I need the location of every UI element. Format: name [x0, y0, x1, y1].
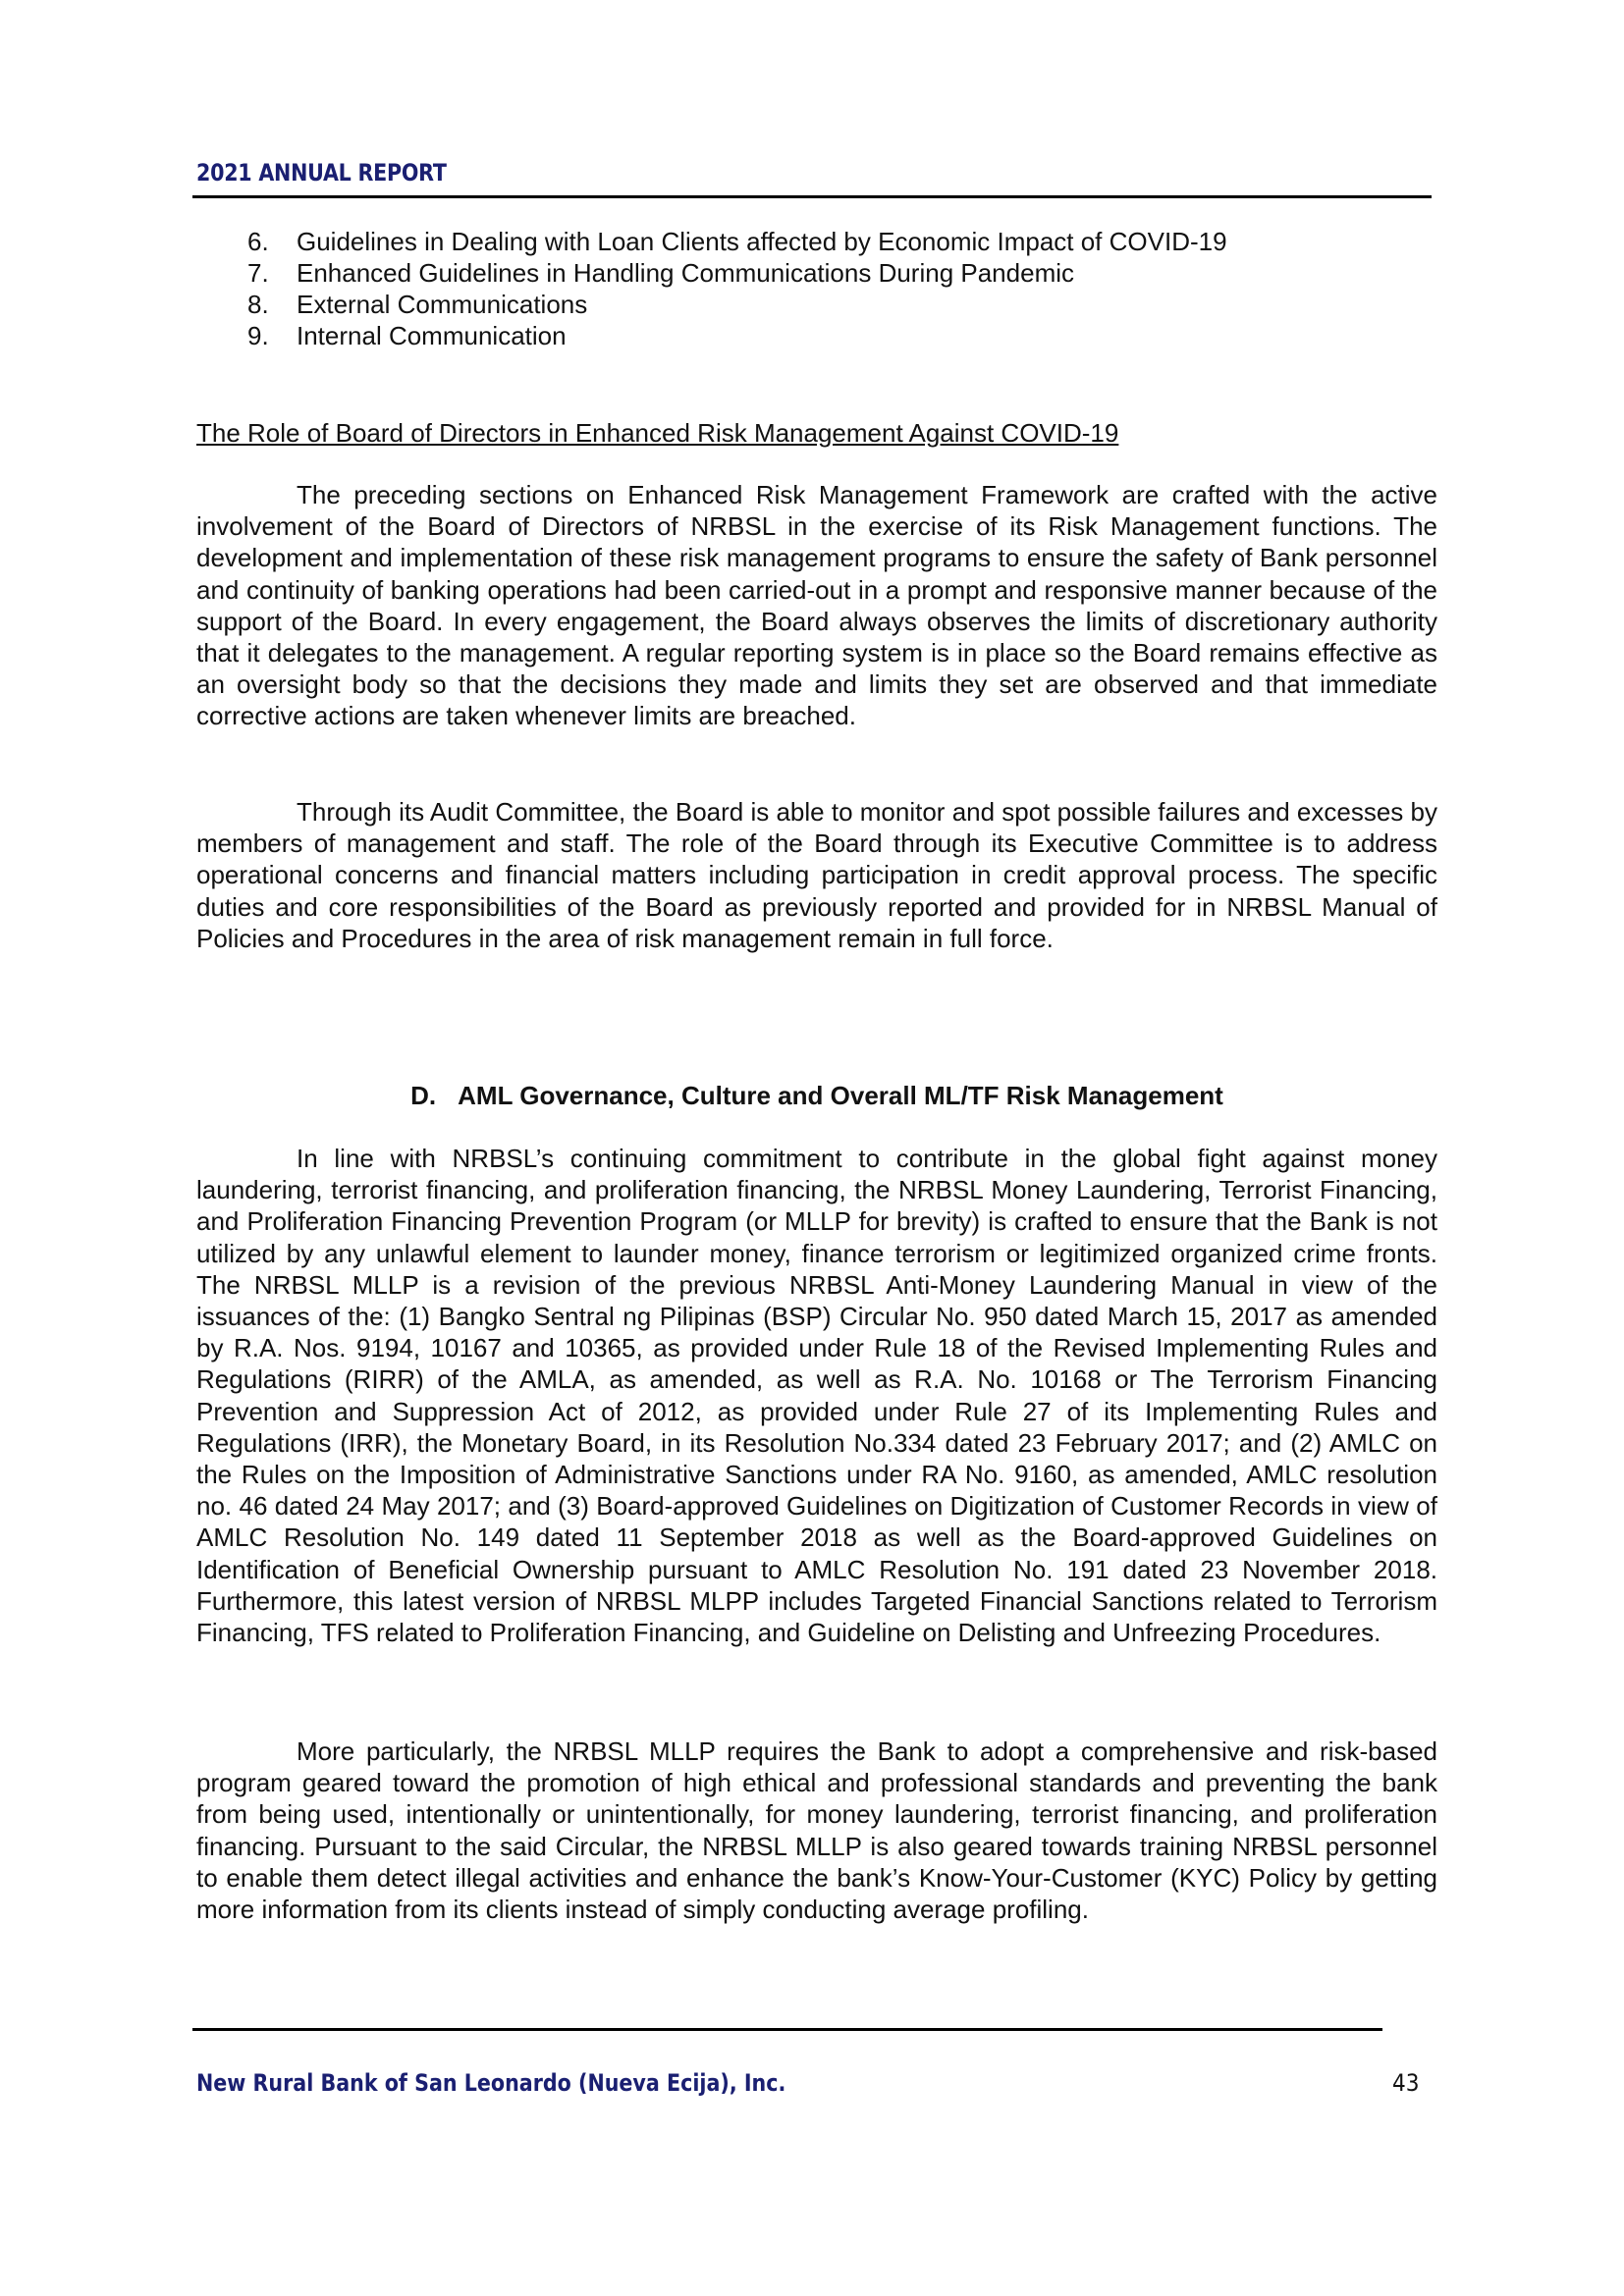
page-number: 43 [1392, 2069, 1420, 2097]
list-item-number: 6. [247, 227, 269, 256]
list-item-number: 8. [247, 290, 269, 319]
list-item-text: External Communications [297, 290, 588, 319]
list-item-number: 7. [247, 258, 269, 288]
list-item-text: Guidelines in Dealing with Loan Clients affected by Economic Impact of COVID-19 [297, 227, 1227, 256]
section-d-title: AML Governance, Culture and Overall ML/TF Risk Management [458, 1081, 1223, 1110]
guidelines-list [196, 226, 1437, 351]
list-item [196, 257, 1437, 289]
footer-divider [192, 2028, 1382, 2031]
list-item-text: Enhanced Guidelines in Handling Communications During Pandemic [297, 258, 1074, 288]
list-item [196, 320, 1437, 351]
list-item [196, 289, 1437, 320]
section-d-heading [196, 1080, 1437, 1111]
aml-paragraph-1: In line with NRBSL’s continuing commitment to contribute in the global fight against money laundering, terrorist financing, and proliferation financing, the NRBSL Money Laundering, Terrorist Financing, and Proliferation Financing Prevention Program (or MLLP for brevity) is crafted to ensure that the Bank is not utilized by any unlawful element to launder money, finance terrorism or legitimized organized crime fronts. The NRBSL MLLP is a revision of the previous NRBSL Anti-Money Laundering Manual in view of the issuances of the: (1) Bangko Sentral ng Pilipinas (BSP) Circular No. 950 dated March 15, 2017 as amended by R.A. Nos. 9194, 10167 and 10365, as provided under Rule 18 of the Revised Implementing Rules and Regulations (RIRR) of the AMLA, as amended, as well as R.A. No. 10168 or The Terrorism Financing Prevention and Suppression Act of 2012, as provided under Rule 27 of its Implementing Rules and Regulations (IRR), the Monetary Board, in its Resolution No.334 dated 23 February 2017; and (2) AMLC on the Rules on the Imposition of Administrative Sanctions under RA No. 9160, as amended, AMLC resolution no. 46 dated 24 May 2017; and (3) Board-approved Guidelines on Digitization of Customer Records in view of AMLC Resolution No. 149 dated 11 September 2018 as well as the Board-approved Guidelines on Identification of Beneficial Ownership pursuant to AMLC Resolution No. 191 dated 23 November 2018. Furthermore, this latest version of NRBSL MLPP includes Targeted Financial Sanctions related to Terrorism Financing, TFS related to Proliferation Financing, and Guideline on Delisting and Unfreezing Procedures. [196, 1144, 1437, 1648]
header-divider [192, 195, 1432, 198]
board-role-heading: The Role of Board of Directors in Enhanced Risk Management Against COVID-19 [196, 418, 1119, 448]
aml-paragraph-2: More particularly, the NRBSL MLLP requires the Bank to adopt a comprehensive and risk-based program geared toward the promotion of high ethical and professional standards and preventing the bank from being used, intentionally or unintentionally, for money laundering, terrorist financing, and proliferation financing. Pursuant to the said Circular, the NRBSL MLLP is also geared towards training NRBSL personnel to enable them detect illegal activities and enhance the bank’s Know-Your-Customer (KYC) Policy by getting more information from its clients instead of simply conducting average profiling. [196, 1736, 1437, 1925]
board-role-paragraph-1: The preceding sections on Enhanced Risk Management Framework are crafted with the active involvement of the Board of Directors of NRBSL in the exercise of its Risk Management functions. The development and implementation of these risk management programs to ensure the safety of Bank personnel and continuity of banking operations had been carried-out in a prompt and responsive manner because of the support of the Board. In every engagement, the Board always observes the limits of discretionary authority that it delegates to the management. A regular reporting system is in place so the Board remains effective as an oversight body so that the decisions they made and limits they set are observed and that immediate corrective actions are taken whenever limits are breached. [196, 480, 1437, 731]
list-item-number: 9. [247, 321, 269, 350]
section-d-letter: D. [410, 1081, 437, 1110]
list-item-text: Internal Communication [297, 321, 567, 350]
board-role-paragraph-2: Through its Audit Committee, the Board is able to monitor and spot possible failures and excesses by members of management and staff. The role of the Board through its Executive Committee is to address operational concerns and financial matters including participation in credit approval process. The specific duties and core responsibilities of the Board as previously reported and provided for in NRBSL Manual of Policies and Procedures in the area of risk management remain in full force. [196, 797, 1437, 953]
footer-bank-name: New Rural Bank of San Leonardo (Nueva Ecija), Inc. [196, 2069, 786, 2097]
report-header-title: 2021 ANNUAL REPORT [196, 159, 447, 187]
list-item [196, 226, 1437, 257]
